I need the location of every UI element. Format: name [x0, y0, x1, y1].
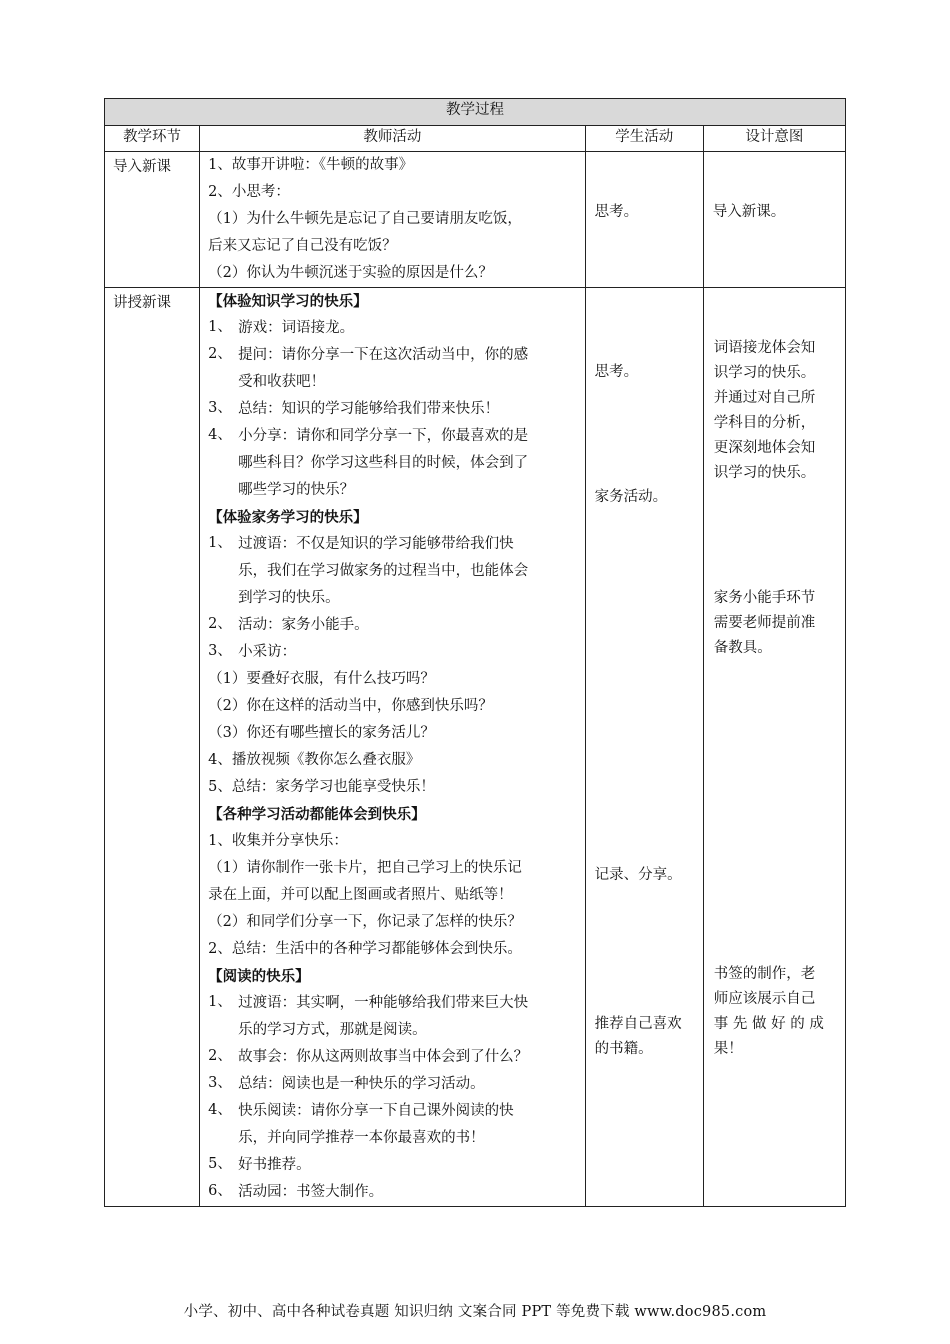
- item-number: 5、: [208, 1156, 232, 1172]
- list-item: 快乐阅读：请你分享一下自己课外阅读的快: [238, 1103, 514, 1119]
- intent-line: 识学习的快乐。: [713, 465, 816, 481]
- header-stage: 教学环节: [105, 126, 200, 152]
- item-number: 2、: [208, 1048, 232, 1064]
- intent-line: 果！: [713, 1041, 743, 1057]
- table-title: 教学过程: [105, 99, 846, 126]
- list-item: （3）你还有哪些擅长的家务活儿？: [208, 725, 435, 741]
- list-item: 4、播放视频《教你怎么叠衣服》: [208, 752, 421, 768]
- list-item: 好书推荐。: [238, 1157, 311, 1173]
- list-item: 5、总结：家务学习也能享受快乐！: [208, 779, 435, 795]
- teaching-process-table: [104, 98, 846, 1207]
- list-item: 活动：家务小能手。: [238, 617, 369, 633]
- footer-text: 小学、初中、高中各种试卷真题 知识归纳 文案合同 PPT 等免费下载 www.doc985.com: [183, 1304, 767, 1320]
- list-item: 活动园：书签大制作。: [238, 1184, 384, 1200]
- list-item: 乐的学习方式，那就是阅读。: [238, 1022, 427, 1038]
- list-item: 过渡语：不仅是知识的学习能够带给我们快: [238, 536, 514, 552]
- intro-student: 思考。: [594, 204, 639, 220]
- intent-line: 书签的制作，老: [713, 966, 816, 982]
- intro-stage-cell: [105, 152, 200, 288]
- student-activity: 家务活动。: [594, 489, 668, 505]
- section-title: 【各种学习活动都能体会到快乐】: [208, 806, 426, 823]
- item-number: 3、: [208, 400, 232, 416]
- list-item: （1）要叠好衣服，有什么技巧吗？: [208, 671, 435, 687]
- student-activity: 的书籍。: [594, 1041, 653, 1057]
- list-item: 2、总结：生活中的各种学习都能够体会到快乐。: [208, 941, 522, 957]
- header-student: 学生活动: [585, 126, 703, 152]
- intent-line: 师应该展示自己: [713, 991, 816, 1007]
- list-item: 游戏：词语接龙。: [238, 320, 355, 336]
- list-item: 哪些科目？你学习这些科目的时候，体会到了: [238, 455, 529, 471]
- intro-line: （2）你认为牛顿沉迷于实验的原因是什么？: [208, 265, 493, 281]
- intent-line: 备教具。: [713, 640, 772, 656]
- list-item: 小采访：: [238, 644, 297, 660]
- item-number: 1、: [208, 319, 232, 335]
- item-number: 2、: [208, 346, 232, 362]
- intent-block: [714, 586, 839, 661]
- lesson-intent-cell: [703, 288, 845, 1207]
- header-teacher: 教师活动: [200, 126, 586, 152]
- list-item: （2）和同学们分享一下，你记录了怎样的快乐？: [208, 914, 522, 930]
- lesson-stage-cell: [105, 288, 200, 1207]
- list-item: 故事会：你从这两则故事当中体会到了什么？: [238, 1049, 529, 1065]
- lesson-teacher-cell: [200, 288, 586, 1207]
- intro-student-cell: [585, 152, 703, 288]
- item-number: 2、: [208, 616, 232, 632]
- list-item: 乐，并向同学推荐一本你最喜欢的书！: [238, 1130, 485, 1146]
- intent-line: 识学习的快乐。: [713, 365, 816, 381]
- item-number: 1、: [208, 535, 232, 551]
- intro-intent: 导入新课。: [712, 204, 786, 220]
- intent-block: [714, 962, 839, 1062]
- list-item: 总结：知识的学习能够给我们带来快乐！: [238, 401, 500, 417]
- intro-teacher-cell: [200, 152, 586, 288]
- intent-line: 需要老师提前准: [713, 615, 816, 631]
- list-item: 总结：阅读也是一种快乐的学习活动。: [238, 1076, 485, 1092]
- intent-line: 事 先 做 好 的 成: [713, 1016, 824, 1032]
- intro-stage: 导入新课: [113, 159, 171, 175]
- intro-line: 后来又忘记了自己没有吃饭？: [208, 238, 397, 254]
- list-item: （1）请你制作一张卡片，把自己学习上的快乐记: [208, 860, 522, 876]
- section-title: 【阅读的快乐】: [208, 968, 310, 985]
- list-item: 过渡语：其实啊，一种能够给我们带来巨大快: [238, 995, 529, 1011]
- item-number: 3、: [208, 1075, 232, 1091]
- lesson-stage: 讲授新课: [113, 295, 171, 311]
- list-item: 小分享：请你和同学分享一下，你最喜欢的是: [238, 428, 529, 444]
- list-item: 提问：请你分享一下在这次活动当中，你的感: [238, 347, 529, 363]
- lesson-student-cell: [585, 288, 703, 1207]
- student-activity: 思考。: [594, 364, 639, 380]
- list-item: 受和收获吧！: [238, 374, 326, 390]
- intent-line: 更深刻地体会知: [713, 440, 816, 456]
- list-item: 1、收集并分享快乐：: [208, 833, 348, 849]
- list-item: （2）你在这样的活动当中，你感到快乐吗？: [208, 698, 493, 714]
- intent-line: 词语接龙体会知: [713, 340, 816, 356]
- intent-line: 学科目的分析，: [713, 415, 816, 431]
- section-title: 【体验知识学习的快乐】: [208, 293, 368, 310]
- list-item: 哪些学习的快乐？: [238, 482, 355, 498]
- student-activity: 推荐自己喜欢: [594, 1016, 682, 1032]
- intro-line: 2、小思考：: [208, 184, 290, 200]
- item-number: 6、: [208, 1183, 232, 1199]
- list-item: 到学习的快乐。: [238, 590, 340, 606]
- list-item: 乐，我们在学习做家务的过程当中，也能体会: [238, 563, 529, 579]
- intro-line: （1）为什么牛顿先是忘记了自己要请朋友吃饭，: [208, 211, 522, 227]
- intro-intent-cell: [703, 152, 845, 288]
- item-number: 1、: [208, 994, 232, 1010]
- intro-line: 1、故事开讲啦：《牛顿的故事》: [208, 157, 414, 173]
- item-number: 3、: [208, 643, 232, 659]
- item-number: 4、: [208, 1102, 232, 1118]
- intent-block: [714, 336, 839, 486]
- item-number: 4、: [208, 427, 232, 443]
- section-title: 【体验家务学习的快乐】: [208, 509, 368, 526]
- intent-line: 并通过对自己所: [713, 390, 816, 406]
- header-intent: 设计意图: [703, 126, 845, 152]
- student-activity: 记录、分享。: [594, 867, 682, 883]
- intent-line: 家务小能手环节: [713, 590, 816, 606]
- list-item: 录在上面，并可以配上图画或者照片、贴纸等！: [208, 887, 513, 903]
